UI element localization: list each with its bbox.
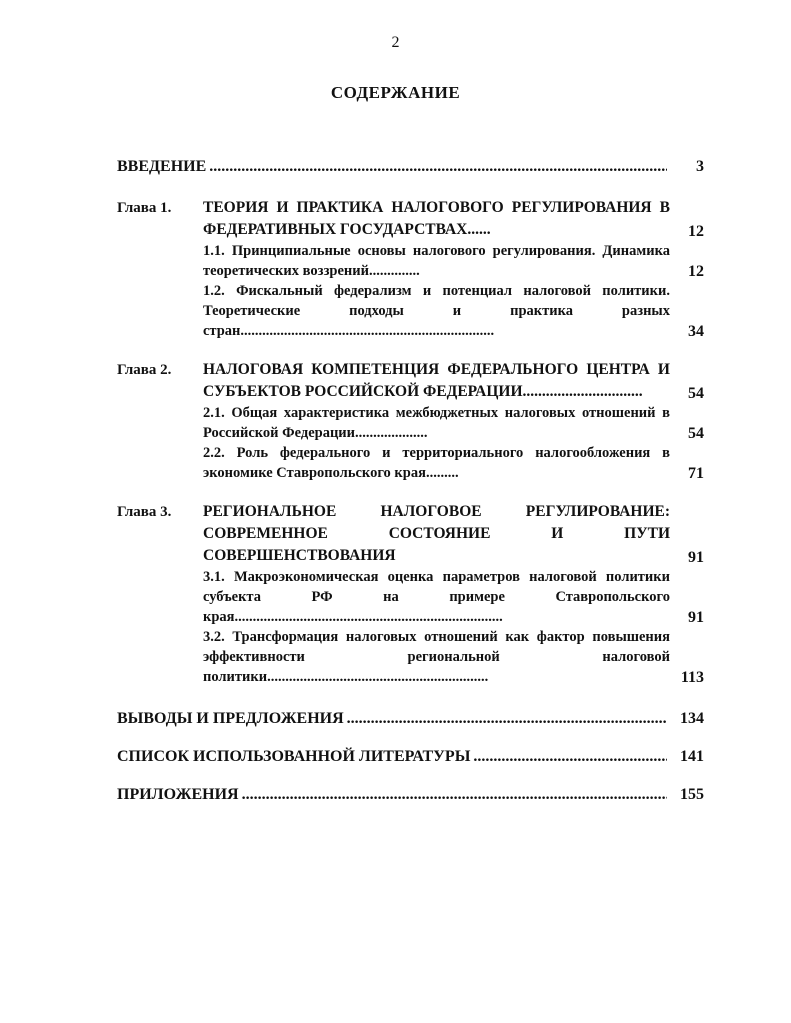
section-page: 71 [688, 465, 704, 482]
toc-entry-title: ВЫВОДЫ И ПРЕДЛОЖЕНИЯ [117, 710, 344, 727]
section-page: 54 [688, 425, 704, 442]
toc-entry-title: СПИСОК ИСПОЛЬЗОВАННОЙ ЛИТЕРАТУРЫ [117, 748, 471, 765]
page-number: 2 [391, 34, 400, 51]
toc-entry-references [117, 745, 704, 769]
toc-entry-title: ПРИЛОЖЕНИЯ [117, 786, 239, 803]
chapter-page: 12 [688, 223, 704, 240]
section-title: 2.2. Роль федерального и территориального налогообложения в экономике Ставропольского края......... [203, 445, 670, 481]
toc-entry-conclusions [117, 707, 704, 731]
toc-title: СОДЕРЖАНИЕ [330, 83, 461, 102]
toc-entry-page: 134 [680, 710, 704, 727]
toc-section [203, 241, 704, 281]
section-title: 3.1. Макроэкономическая оценка параметров налоговой политики субъекта РФ на примере Ставропольского края.......................................................................... [203, 569, 670, 625]
toc-entry-title: ВВЕДЕНИЕ [117, 158, 207, 175]
section-page: 34 [688, 323, 704, 340]
toc-entry-intro [117, 155, 704, 179]
dot-leader [242, 783, 667, 807]
chapter-heading: ТЕОРИЯ И ПРАКТИКА НАЛОГОВОГО РЕГУЛИРОВАНИЯ В ФЕДЕРАТИВНЫХ ГОСУДАРСТВАХ...... [203, 199, 670, 238]
table-of-contents [117, 155, 704, 807]
section-page: 12 [688, 263, 704, 280]
dot-leader [473, 745, 667, 769]
section-title: 2.1. Общая характеристика межбюджетных налоговых отношений в Российской Федерации.................... [203, 405, 670, 441]
toc-entry-appendices [117, 783, 704, 807]
toc-chapter-2 [117, 359, 704, 483]
toc-section [203, 567, 704, 627]
dot-leader [209, 155, 667, 179]
toc-chapter-3 [117, 501, 704, 687]
chapter-heading-row [203, 501, 704, 567]
toc-entry-page: 155 [680, 786, 704, 803]
chapter-label: Глава 3. [117, 504, 172, 520]
dot-leader [347, 707, 667, 731]
chapter-heading: РЕГИОНАЛЬНОЕ НАЛОГОВОЕ РЕГУЛИРОВАНИЕ: СОВРЕМЕННОЕ СОСТОЯНИЕ И ПУТИ СОВЕРШЕНСТВОВАНИЯ [203, 503, 670, 564]
chapter-label: Глава 2. [117, 362, 172, 378]
toc-section [203, 281, 704, 341]
toc-section [203, 403, 704, 443]
chapter-heading-row [203, 359, 704, 403]
section-title: 3.2. Трансформация налоговых отношений как фактор повышения эффективности региональной налоговой политики............................................................. [203, 629, 670, 685]
section-title: 1.1. Принципиальные основы налогового регулирования. Динамика теоретических воззрений.............. [203, 243, 670, 279]
section-page: 91 [688, 609, 704, 626]
chapter-page: 54 [688, 385, 704, 402]
chapter-heading: НАЛОГОВАЯ КОМПЕТЕНЦИЯ ФЕДЕРАЛЬНОГО ЦЕНТРА И СУБЪЕКТОВ РОССИЙСКОЙ ФЕДЕРАЦИИ............................... [203, 361, 670, 400]
toc-entry-page: 141 [680, 748, 704, 765]
chapter-heading-row [203, 197, 704, 241]
toc-section [203, 443, 704, 483]
section-page: 113 [680, 669, 704, 686]
toc-section [203, 627, 704, 687]
toc-chapter-1 [117, 197, 704, 341]
chapter-page: 91 [688, 549, 704, 566]
chapter-label: Глава 1. [117, 200, 172, 216]
toc-entry-page: 3 [696, 158, 704, 175]
section-title: 1.2. Фискальный федерализм и потенциал налоговой политики. Теоретические подходы и практика разных стран...................................................................... [203, 283, 670, 339]
